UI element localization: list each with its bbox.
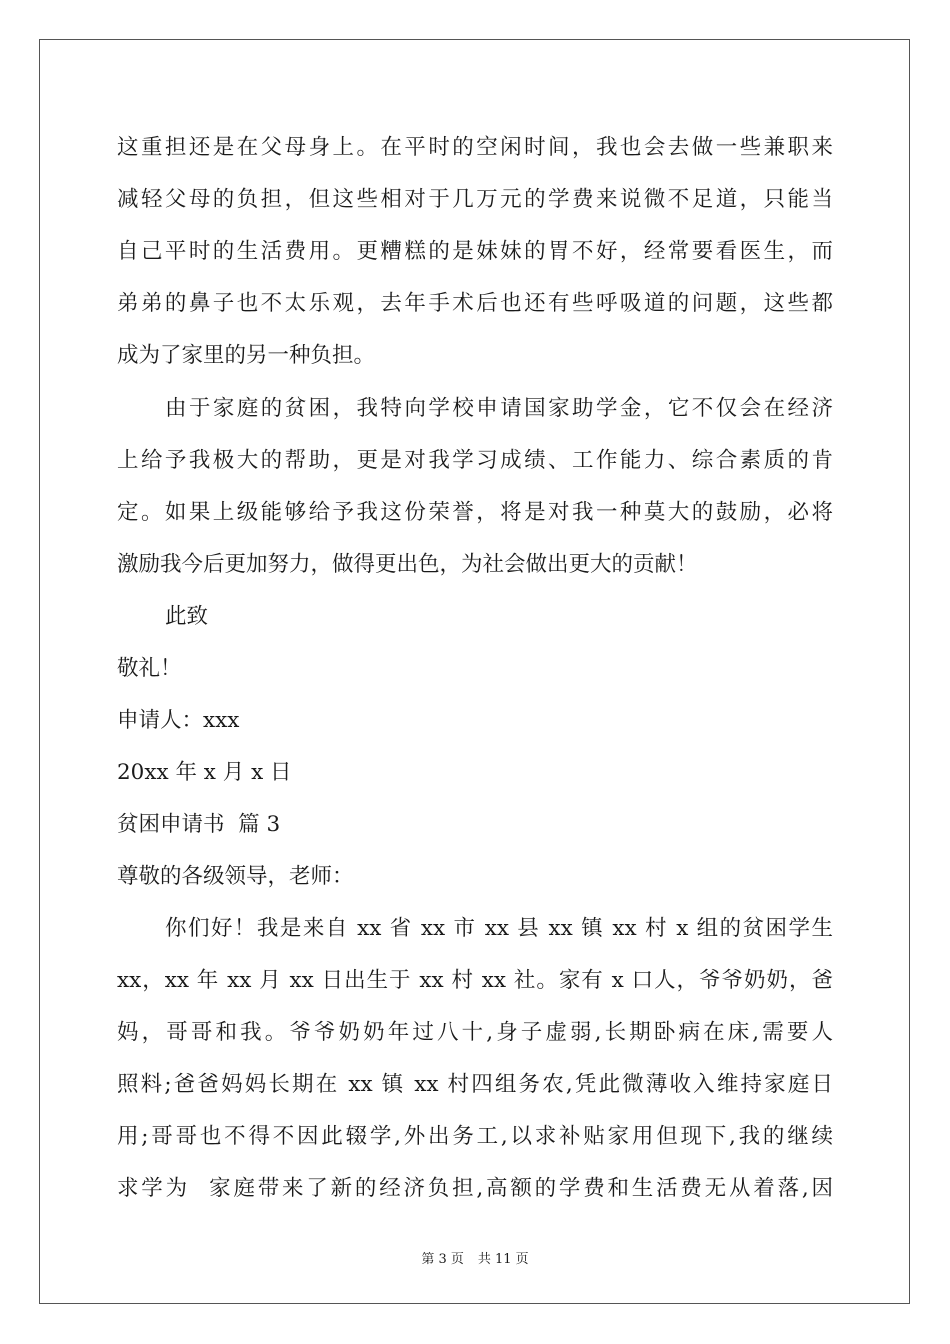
paragraph-line: xx，xx 年 xx 月 xx 日出生于 xx 村 xx 社。家有 x 口人，爷爷奶奶，爸 (117, 968, 833, 993)
paragraph-line: 妈，哥哥和我。爷爷奶奶年过八十,身子虚弱,长期卧病在床,需要人 (117, 1020, 833, 1045)
date-line: 20xx 年 x 月 x 日 (117, 760, 292, 785)
paragraph-line: 定。如果上级能够给予我这份荣誉，将是对我一种莫大的鼓励，必将 (117, 500, 833, 525)
paragraph-line: 弟弟的鼻子也不太乐观，去年手术后也还有些呼吸道的问题，这些都 (117, 291, 833, 316)
page-total: 共 11 页 (477, 1252, 529, 1267)
paragraph-line: 自己平时的生活费用。更糟糕的是妹妹的胃不好，经常要看医生，而 (117, 239, 833, 264)
section-title: 贫困申请书 篇 3 (117, 812, 281, 837)
paragraph-line: 由于家庭的贫困，我特向学校申请国家助学金，它不仅会在经济 (165, 396, 833, 421)
closing-line: 此致 (165, 604, 209, 629)
applicant-line: 申请人：xxx (117, 708, 240, 733)
paragraph-line: 用;哥哥也不得不因此辍学,外出务工,以求补贴家用但现下,我的继续 (117, 1124, 833, 1149)
paragraph-line: 减轻父母的负担，但这些相对于几万元的学费来说微不足道，只能当 (117, 187, 833, 212)
paragraph-line: 上给予我极大的帮助，更是对我学习成绩、工作能力、综合素质的肯 (117, 448, 833, 473)
paragraph-line: 成为了家里的另一种负担。 (117, 343, 376, 368)
greeting-line: 尊敬的各级领导，老师： (117, 864, 354, 889)
paragraph-line: 你们好！我是来自 xx 省 xx 市 xx 县 xx 镇 xx 村 x 组的贫困学生 (165, 916, 833, 941)
paragraph-line: 激励我今后更加努力，做得更出色，为社会做出更大的贡献！ (117, 552, 698, 577)
page-footer (0, 1248, 950, 1267)
paragraph-line: 照料;爸爸妈妈长期在 xx 镇 xx 村四组务农,凭此微薄收入维持家庭日 (117, 1072, 833, 1097)
paragraph-line: 求学为 家庭带来了新的经济负担,高额的学费和生活费无从着落,因 (117, 1176, 833, 1201)
salute-line: 敬礼！ (117, 656, 182, 681)
paragraph-line: 这重担还是在父母身上。在平时的空闲时间，我也会去做一些兼职来 (117, 135, 833, 160)
page-number: 第 3 页 (421, 1252, 464, 1267)
